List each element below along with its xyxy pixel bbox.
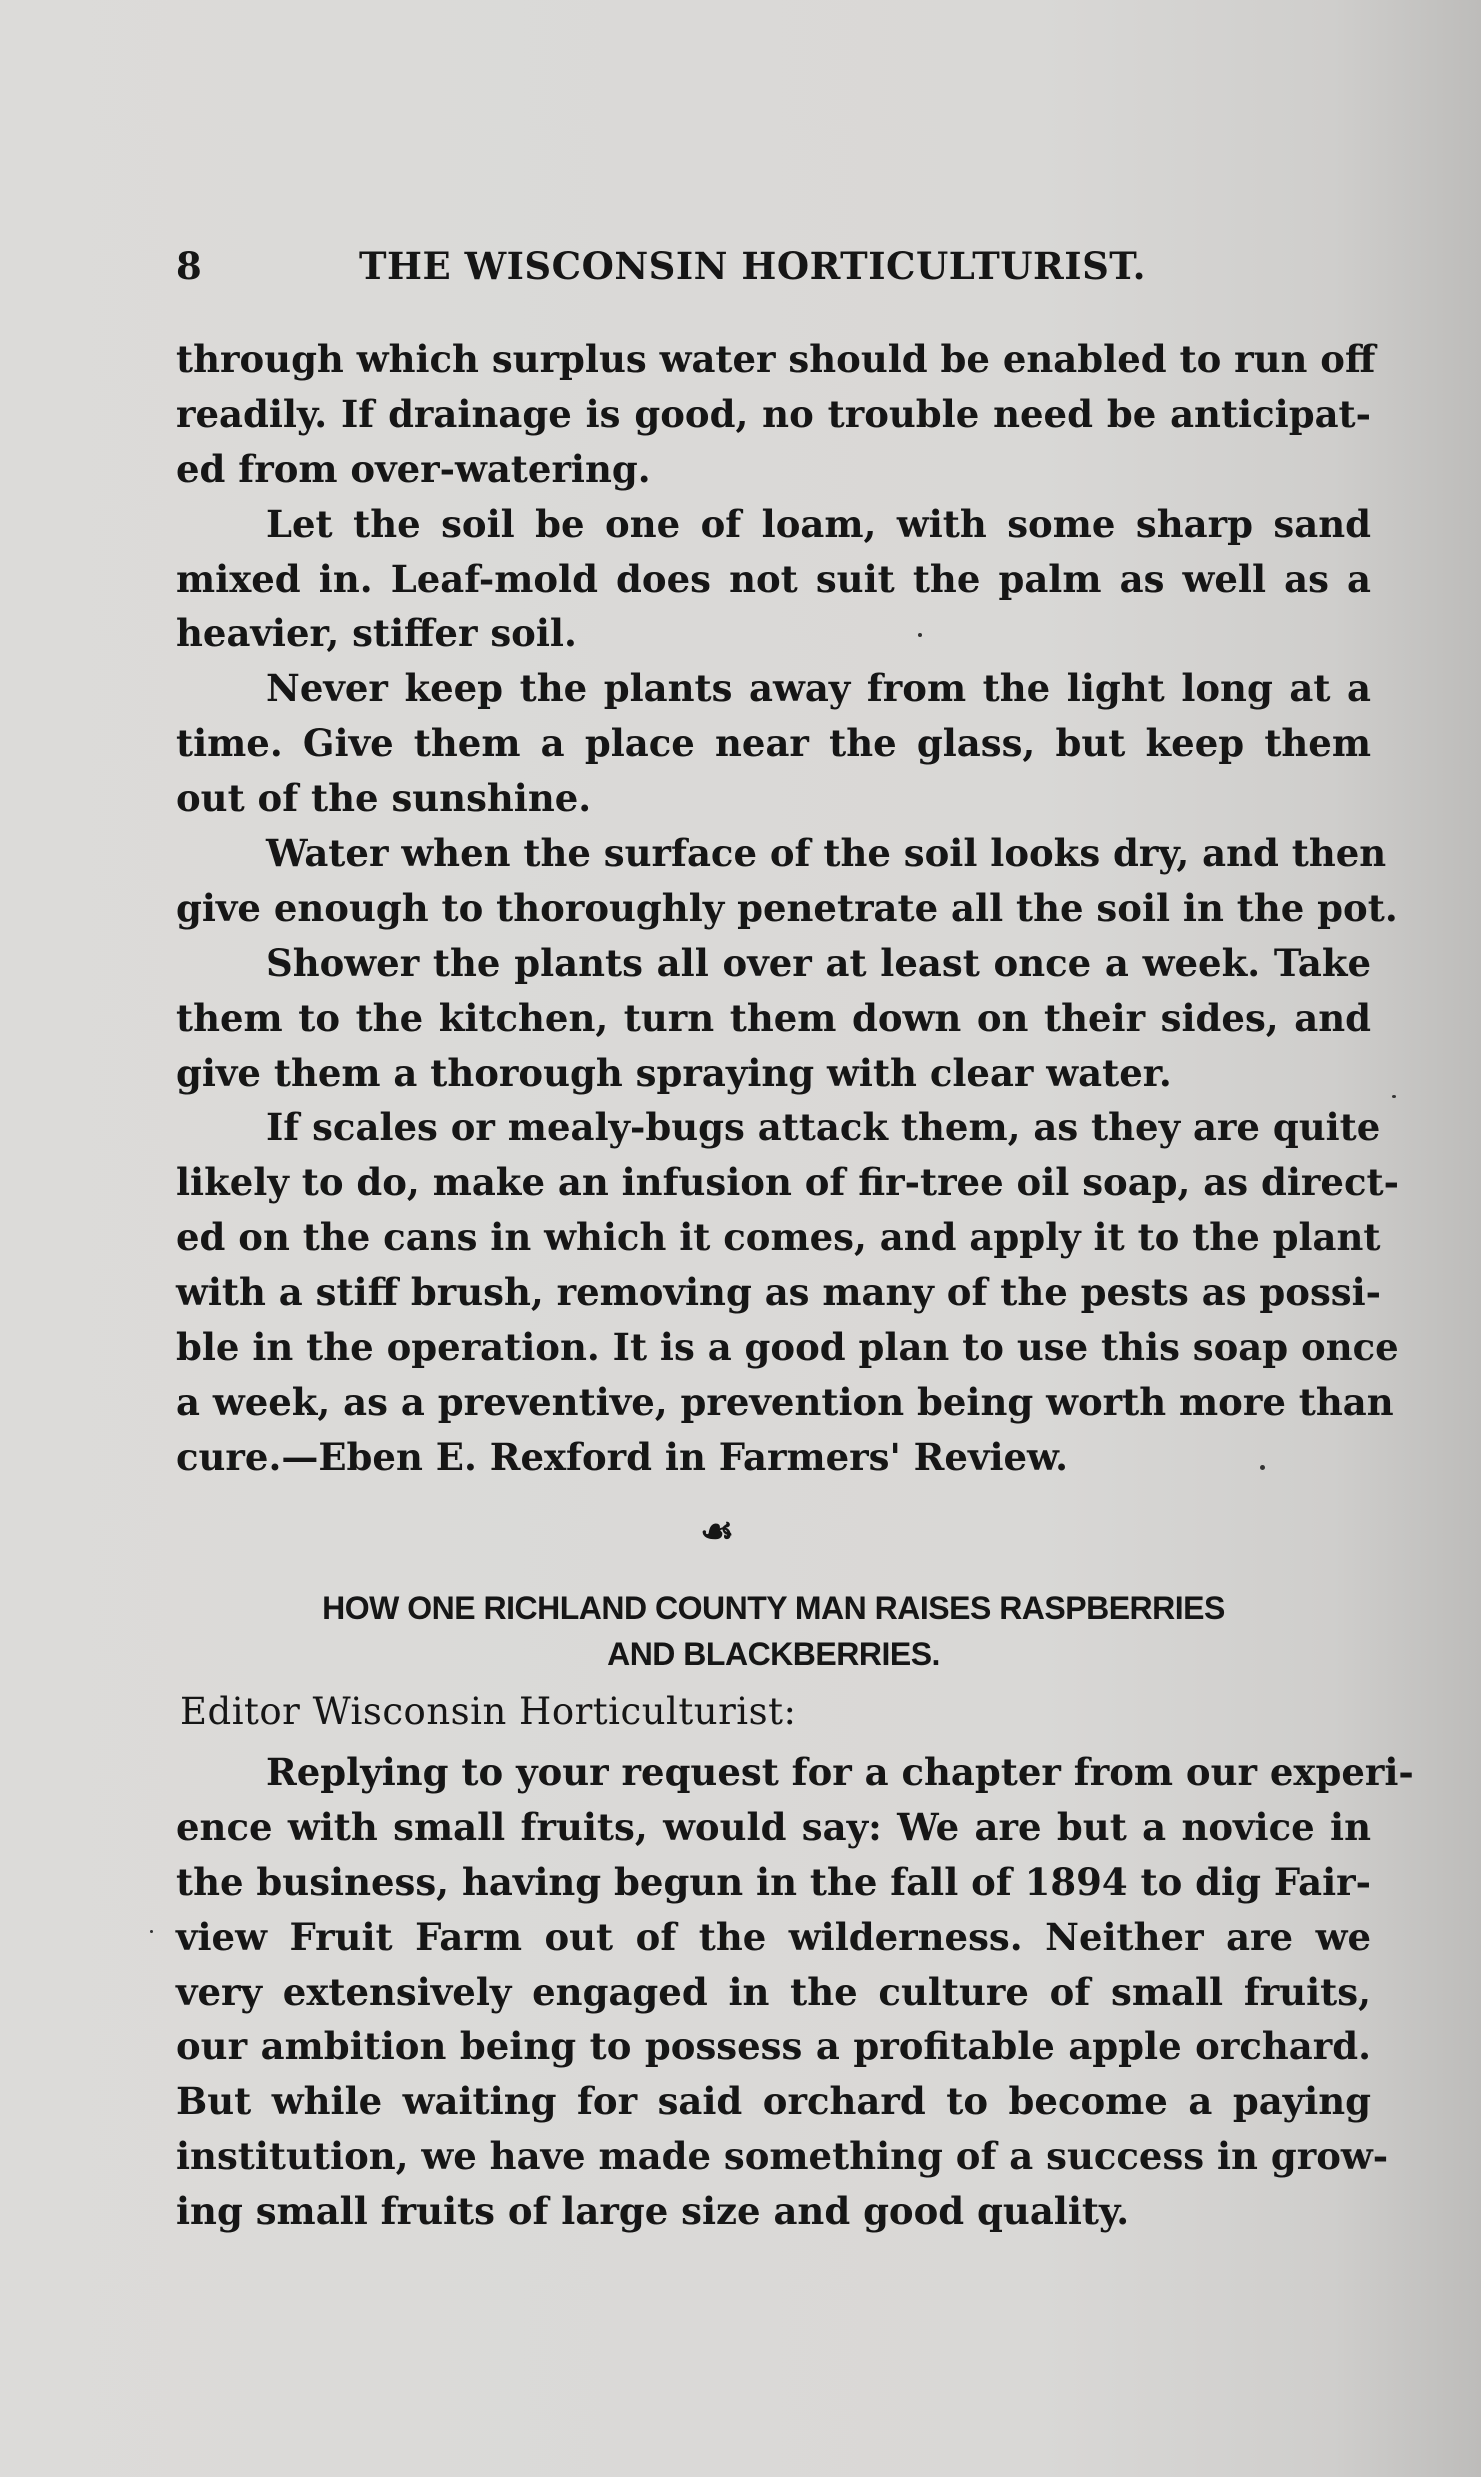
text-line: our ambition being to possess a profitable apple orchard. xyxy=(176,2024,1371,2069)
text-line: institution, we have made something of a success in grow- xyxy=(176,2134,1389,2179)
text-line: heavier, stiffer soil. xyxy=(176,611,577,656)
article-title-line-1: HOW ONE RICHLAND COUNTY MAN RAISES RASPBERRIES xyxy=(322,1590,1225,1626)
paragraph-start-line: Never keep the plants away from the light long at a xyxy=(266,666,1371,711)
text-line: the business, having begun in the fall of 1894 to dig Fair- xyxy=(176,1859,1371,1904)
text-line: ing small fruits of large size and good quality. xyxy=(176,2189,1130,2234)
salutation: Editor Wisconsin Horticulturist: xyxy=(180,1690,797,1733)
raspberry-article-body xyxy=(176,1745,1414,2239)
page-number: 8 xyxy=(176,244,203,288)
journal-title: THE WISCONSIN HORTICULTURIST. xyxy=(359,244,1146,288)
text-line: with a stiff brush, removing as many of the pests as possi- xyxy=(176,1270,1382,1315)
text-line: out of the sunshine. xyxy=(176,776,592,821)
text-line: ed from over-watering. xyxy=(176,446,651,491)
article-title xyxy=(176,1585,1371,1677)
text-line: very extensively engaged in the culture of small fruits, xyxy=(176,1969,1371,2014)
text-line: give enough to thoroughly penetrate all the soil in the pot. xyxy=(176,885,1398,930)
paragraph-start-line: If scales or mealy-bugs attack them, as they are quite xyxy=(266,1105,1381,1150)
scan-speck xyxy=(1260,1465,1265,1470)
paragraph-start-line: Water when the surface of the soil looks dry, and then xyxy=(266,831,1387,876)
scan-speck xyxy=(150,1930,153,1933)
paragraph-start-line: Let the soil be one of loam, with some sharp sand xyxy=(266,501,1371,546)
text-line: them to the kitchen, turn them down on their sides, and xyxy=(176,995,1371,1040)
paragraph-start-line: Replying to your request for a chapter from our experi- xyxy=(266,1750,1414,1794)
text-line: give them a thorough spraying with clear water. xyxy=(176,1050,1172,1095)
text-line: likely to do, make an infusion of fir-tree oil soap, as direct- xyxy=(176,1160,1399,1205)
text-line: through which surplus water should be enabled to run off xyxy=(176,337,1376,381)
text-line: ence with small fruits, would say: We are but a novice in xyxy=(176,1804,1371,1849)
text-line: mixed in. Leaf-mold does not suit the palm as well as a xyxy=(176,556,1371,601)
text-line: readily. If drainage is good, no trouble need be anticipat- xyxy=(176,391,1371,436)
scan-speck xyxy=(918,633,922,637)
running-head xyxy=(176,244,1376,294)
text-line: ble in the operation. It is a good plan to use this soap once xyxy=(176,1325,1399,1370)
scan-speck xyxy=(1392,1095,1396,1098)
palm-care-article-continuation xyxy=(176,332,1399,1485)
text-line: But while waiting for said orchard to become a paying xyxy=(176,2079,1371,2124)
text-line: view Fruit Farm out of the wilderness. Neither are we xyxy=(176,1914,1371,1959)
text-line: a week, as a preventive, prevention being worth more than xyxy=(176,1379,1394,1424)
article-title-line-2: AND BLACKBERRIES. xyxy=(607,1636,940,1672)
paragraph-start-line: Shower the plants all over at least once a week. Take xyxy=(266,940,1371,985)
text-line: time. Give them a place near the glass, but keep them xyxy=(176,721,1371,766)
text-line: ed on the cans in which it comes, and apply it to the plant xyxy=(176,1215,1381,1260)
attribution-line: cure.—Eben E. Rexford in Farmers' Review. xyxy=(176,1434,1069,1479)
section-ornament: ☙ xyxy=(700,1508,735,1553)
